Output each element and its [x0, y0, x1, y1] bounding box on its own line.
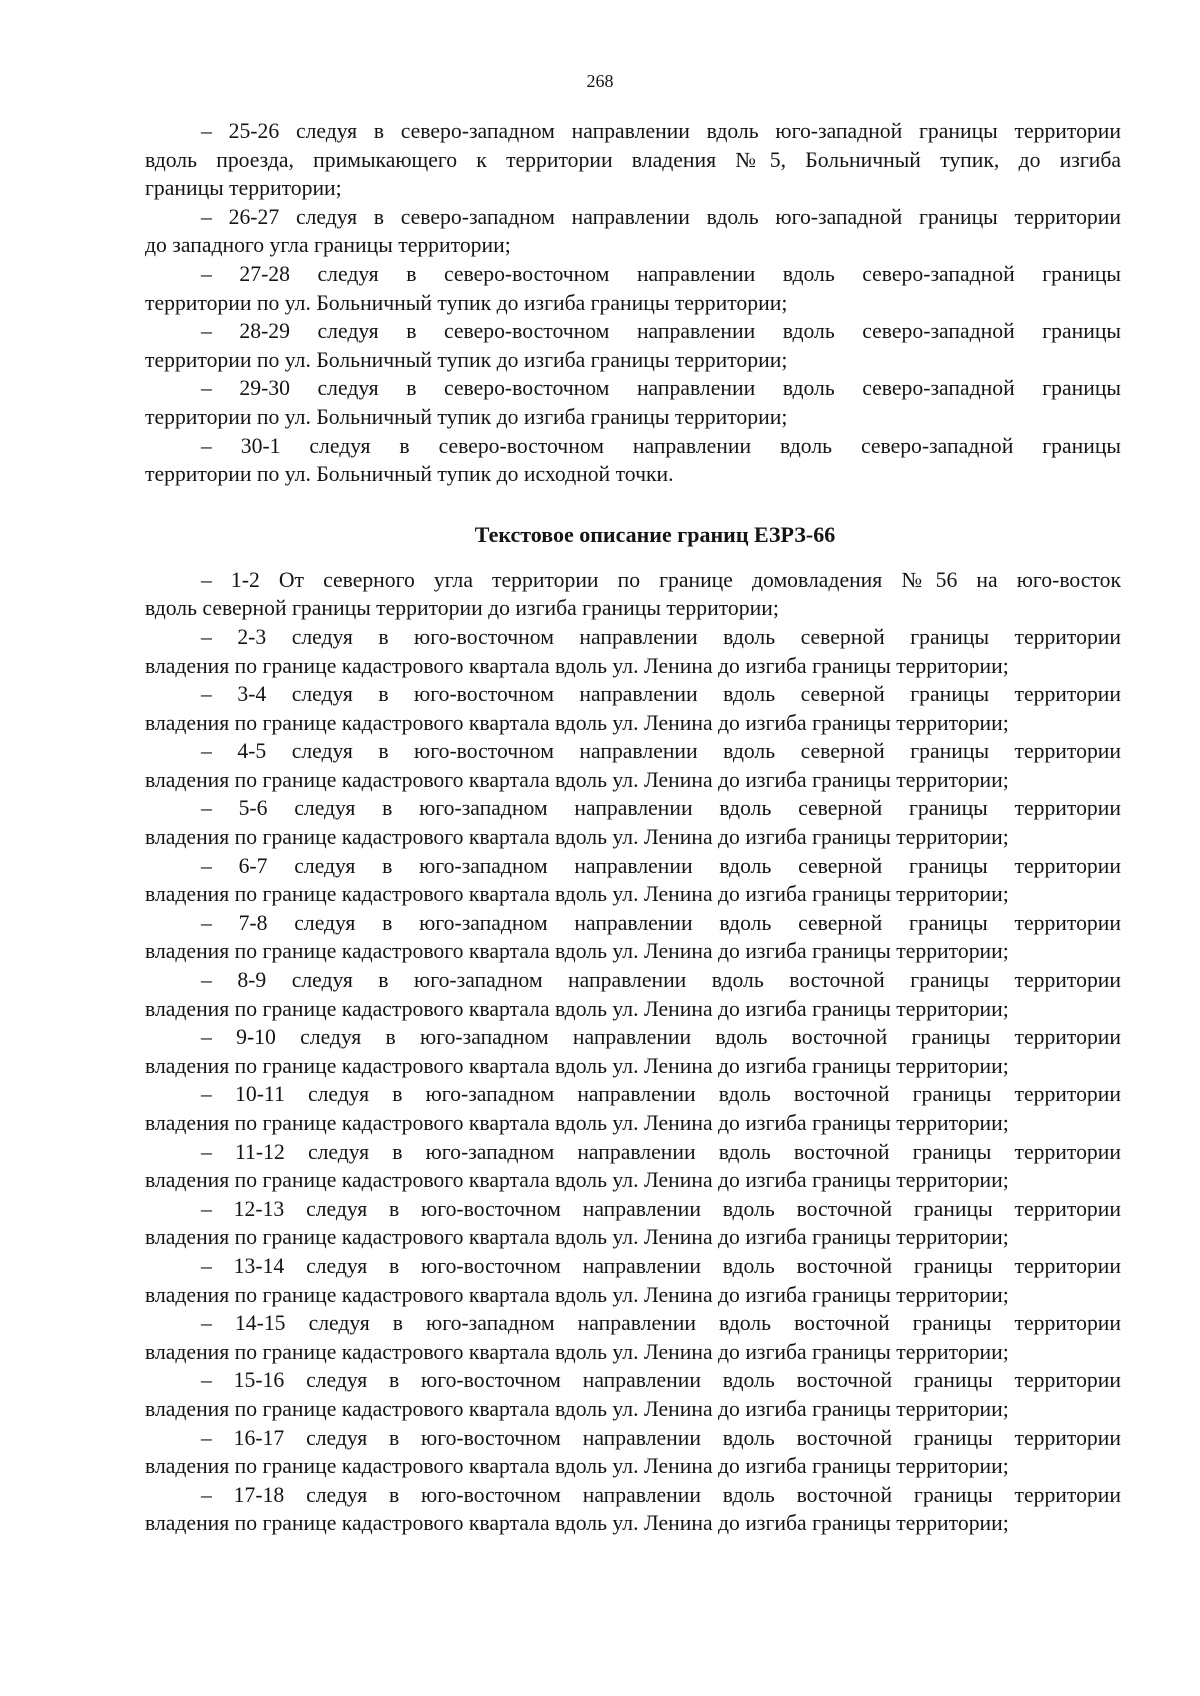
boundary-segment-paragraph — [145, 794, 1121, 851]
boundary-segment-paragraph — [145, 203, 1121, 260]
paragraph-line: владения по границе кадастрового квартала вдоль ул. Ленина до изгиба границы территории; — [145, 1168, 1009, 1193]
paragraph-line: – 28-29 следуя в северо-восточном направлении вдоль северо-западной границы — [201, 319, 1121, 344]
boundary-segment-paragraph — [145, 260, 1121, 317]
paragraph-line: вдоль северной границы территории до изгиба границы территории; — [145, 596, 779, 621]
paragraph-line: – 15-16 следуя в юго-восточном направлении вдоль восточной границы территории — [201, 1368, 1121, 1393]
paragraph-line: территории по ул. Больничный тупик до изгиба границы территории; — [145, 404, 788, 429]
paragraph-line: владения по границе кадастрового квартала вдоль ул. Ленина до изгиба границы территории; — [145, 767, 1009, 792]
paragraph-line: владения по границе кадастрового квартала вдоль ул. Ленина до изгиба границы территории; — [145, 825, 1009, 850]
boundary-segment-paragraph — [145, 680, 1121, 737]
paragraph-line: границы территории; — [145, 176, 342, 201]
paragraph-line: – 17-18 следуя в юго-восточном направлении вдоль восточной границы территории — [201, 1482, 1121, 1507]
paragraph-line: владения по границе кадастрового квартала вдоль ул. Ленина до изгиба границы территории; — [145, 710, 1009, 735]
boundary-segment-paragraph — [145, 966, 1121, 1023]
paragraph-line: владения по границе кадастрового квартала вдоль ул. Ленина до изгиба границы территории; — [145, 1053, 1009, 1078]
paragraph-line: – 4-5 следуя в юго-восточном направлении вдоль северной границы территории — [201, 739, 1121, 764]
paragraph-line: территории по ул. Больничный тупик до изгиба границы территории; — [145, 290, 788, 315]
boundary-segment-paragraph — [145, 1424, 1121, 1481]
paragraph-line: – 16-17 следуя в юго-восточном направлении вдоль восточной границы территории — [201, 1425, 1121, 1450]
page-number: 268 — [586, 71, 614, 91]
paragraph-line: – 5-6 следуя в юго-западном направлении вдоль северной границы территории — [201, 796, 1121, 821]
paragraph-line: – 1-2 От северного угла территории по границе домовладения №56 на юго-восток — [201, 567, 1121, 592]
boundary-segment-paragraph — [145, 1481, 1121, 1538]
boundary-segment-paragraph — [145, 1023, 1121, 1080]
boundary-segment-paragraph — [145, 1138, 1121, 1195]
paragraph-line: – 7-8 следуя в юго-западном направлении вдоль северной границы территории — [201, 910, 1121, 935]
boundary-segment-paragraph — [145, 623, 1121, 680]
paragraph-line: – 8-9 следуя в юго-западном направлении вдоль восточной границы территории — [201, 968, 1121, 993]
paragraph-line: территории по ул. Больничный тупик до изгиба границы территории; — [145, 347, 788, 372]
paragraph-line: – 6-7 следуя в юго-западном направлении вдоль северной границы территории — [201, 853, 1121, 878]
boundary-segment-paragraph — [145, 1195, 1121, 1252]
document-body — [145, 117, 1121, 1538]
paragraph-line: владения по границе кадастрового квартала вдоль ул. Ленина до изгиба границы территории; — [145, 653, 1009, 678]
paragraph-line: владения по границе кадастрового квартала вдоль ул. Ленина до изгиба границы территории; — [145, 1396, 1009, 1421]
boundary-segment-paragraph — [145, 737, 1121, 794]
boundary-segment-paragraph — [145, 432, 1121, 489]
boundary-segment-paragraph — [145, 1080, 1121, 1137]
boundary-segment-paragraph — [145, 909, 1121, 966]
boundary-segment-paragraph — [145, 1309, 1121, 1366]
boundary-segment-paragraph — [145, 852, 1121, 909]
paragraph-line: владения по границе кадастрового квартала вдоль ул. Ленина до изгиба границы территории; — [145, 1282, 1009, 1307]
paragraph-line: – 13-14 следуя в юго-восточном направлении вдоль восточной границы территории — [201, 1253, 1121, 1278]
paragraph-line: владения по границе кадастрового квартала вдоль ул. Ленина до изгиба границы территории; — [145, 1225, 1009, 1250]
boundary-segment-paragraph — [145, 1366, 1121, 1423]
boundary-segment-paragraph — [145, 317, 1121, 374]
paragraph-line: территории по ул. Больничный тупик до исходной точки. — [145, 462, 674, 487]
paragraph-line: – 14-15 следуя в юго-западном направлении вдоль восточной границы территории — [201, 1311, 1121, 1336]
boundary-section — [145, 566, 1121, 1538]
paragraph-line: – 9-10 следуя в юго-западном направлении вдоль восточной границы территории — [201, 1025, 1121, 1050]
paragraph-line: владения по границе кадастрового квартала вдоль ул. Ленина до изгиба границы территории; — [145, 1454, 1009, 1479]
paragraph-line: – 29-30 следуя в северо-восточном направлении вдоль северо-западной границы — [201, 376, 1121, 401]
paragraph-line: владения по границе кадастрового квартала вдоль ул. Ленина до изгиба границы территории; — [145, 1111, 1009, 1135]
boundary-segment-paragraph — [145, 117, 1121, 203]
intro-section — [145, 117, 1121, 489]
paragraph-line: владения по границе кадастрового квартала вдоль ул. Ленина до изгиба границы территории; — [145, 882, 1009, 907]
paragraph-line: – 2-3 следуя в юго-восточном направлении вдоль северной границы территории — [201, 624, 1121, 649]
paragraph-line: – 12-13 следуя в юго-восточном направлении вдоль восточной границы территории — [201, 1196, 1121, 1221]
paragraph-line: – 30-1 следуя в северо-восточном направлении вдоль северо-западной границы — [201, 433, 1121, 458]
paragraph-line: – 27-28 следуя в северо-восточном направлении вдоль северо-западной границы — [201, 261, 1121, 286]
paragraph-line: – 10-11 следуя в юго-западном направлении вдоль восточной границы территории — [201, 1082, 1121, 1107]
paragraph-line: владения по границе кадастрового квартала вдоль ул. Ленина до изгиба границы территории; — [145, 996, 1009, 1021]
paragraph-line: – 26-27 следуя в северо-западном направлении вдоль юго-западной границы территории — [201, 204, 1121, 229]
paragraph-line: вдоль проезда, примыкающего к территории владения №5, Больничный тупик, до изгиба — [145, 147, 1121, 172]
paragraph-line: – 25-26 следуя в северо-западном направлении вдоль юго-западной границы территории — [201, 119, 1121, 143]
section-heading: Текстовое описание границ ЕЗРЗ-66 — [474, 521, 836, 547]
paragraph-line: до западного угла границы территории; — [145, 233, 511, 258]
boundary-segment-paragraph — [145, 566, 1121, 623]
paragraph-line: – 3-4 следуя в юго-восточном направлении вдоль северной границы территории — [201, 682, 1121, 707]
paragraph-line: владения по границе кадастрового квартала вдоль ул. Ленина до изгиба границы территории; — [145, 1339, 1009, 1364]
paragraph-line: – 11-12 следуя в юго-западном направлении вдоль восточной границы территории — [201, 1139, 1121, 1164]
paragraph-line: владения по границе кадастрового квартала вдоль ул. Ленина до изгиба границы территории; — [145, 1511, 1009, 1536]
boundary-segment-paragraph — [145, 374, 1121, 431]
paragraph-line: владения по границе кадастрового квартала вдоль ул. Ленина до изгиба границы территории; — [145, 939, 1009, 964]
boundary-segment-paragraph — [145, 1252, 1121, 1309]
